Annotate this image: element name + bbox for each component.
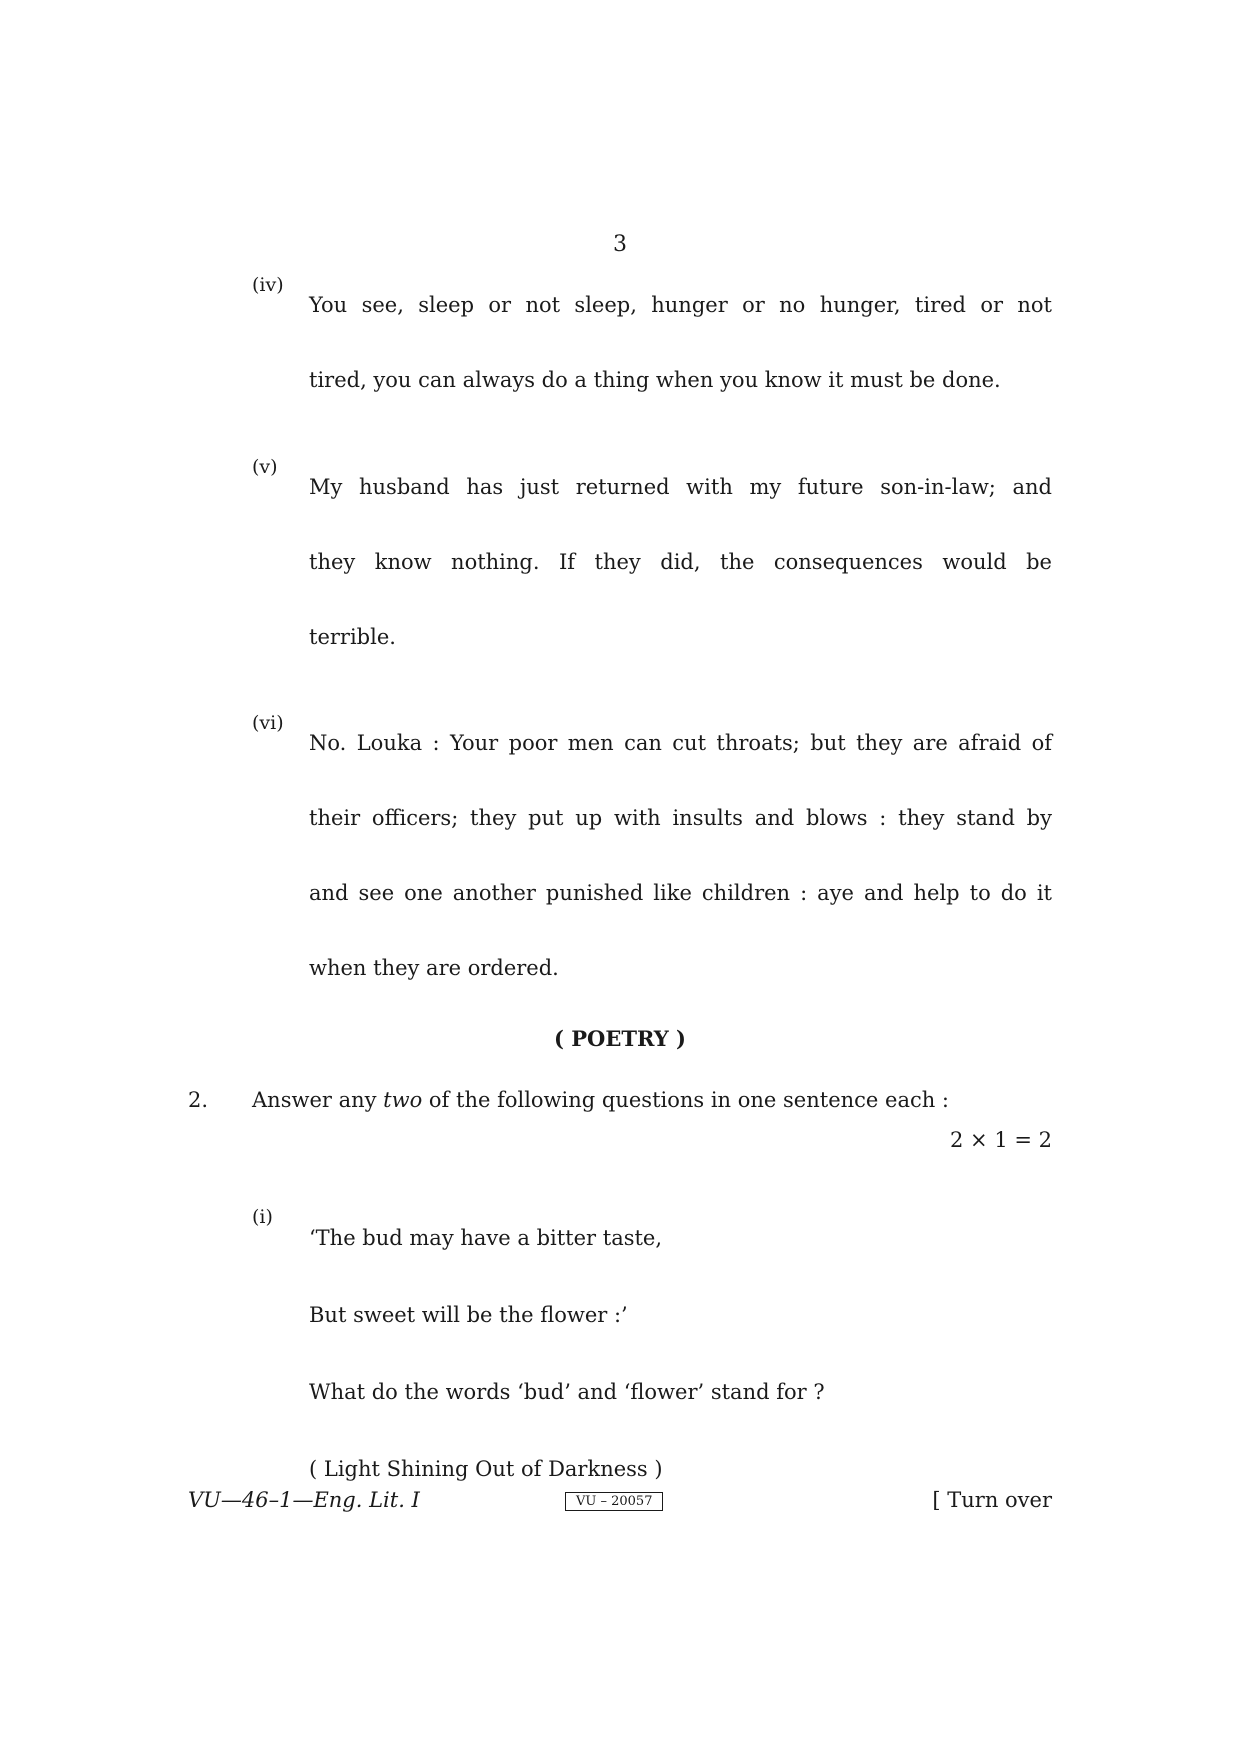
text-line: terrible.	[309, 625, 396, 649]
text-emphasis: two	[383, 1088, 423, 1112]
text-line: ( Light Shining Out of Darkness )	[309, 1457, 663, 1481]
text-segment: Answer any	[252, 1088, 384, 1112]
text-segment: of the following questions in one sentence each :	[422, 1088, 949, 1112]
question-item	[252, 268, 1052, 418]
text-line: What do the words ‘bud’ and ‘flower’ stand for ?	[309, 1380, 825, 1404]
question-2	[188, 1088, 1052, 1112]
question-item	[252, 450, 1052, 675]
text-line: and see one another punished like children : aye and help to do it	[309, 881, 1052, 905]
turn-over-note: [ Turn over	[932, 1488, 1052, 1512]
text-line: their officers; they put up with insults and blows : they stand by	[309, 806, 1052, 830]
question-label: (vi)	[252, 712, 284, 734]
question-label: (i)	[252, 1206, 273, 1228]
text-line: they know nothing. If they did, the consequences would be	[309, 550, 1052, 574]
section-heading: ( POETRY )	[553, 1026, 686, 1051]
text-line: when they are ordered.	[309, 956, 559, 980]
text-line: No. Louka : Your poor men can cut throats; but they are afraid of	[309, 731, 1052, 755]
question-item	[252, 706, 1052, 1006]
question-2-text	[252, 1088, 1052, 1112]
question-text	[309, 268, 1052, 418]
question-text	[309, 450, 1052, 675]
question-label: (v)	[252, 456, 278, 478]
sub-question-i	[252, 1200, 1052, 1508]
question-text	[309, 1200, 1052, 1508]
marks-allocation: 2 × 1 = 2	[950, 1128, 1052, 1152]
page-footer	[188, 1488, 1052, 1522]
text-line: tired, you can always do a thing when you know it must be done.	[309, 368, 1001, 392]
question-number: 2.	[188, 1088, 209, 1112]
paper-code: VU—46–1—Eng. Lit. I	[188, 1488, 420, 1512]
question-label: (iv)	[252, 274, 284, 296]
question-text	[309, 706, 1052, 1006]
serial-box: VU – 20057	[565, 1492, 663, 1511]
text-line: But sweet will be the flower :’	[309, 1303, 628, 1327]
text-line: ‘The bud may have a bitter taste,	[309, 1226, 663, 1250]
text-line: My husband has just returned with my future son-in-law; and	[309, 475, 1052, 499]
page-number: 3	[613, 232, 627, 257]
text-line: You see, sleep or not sleep, hunger or no hunger, tired or not	[309, 293, 1052, 317]
